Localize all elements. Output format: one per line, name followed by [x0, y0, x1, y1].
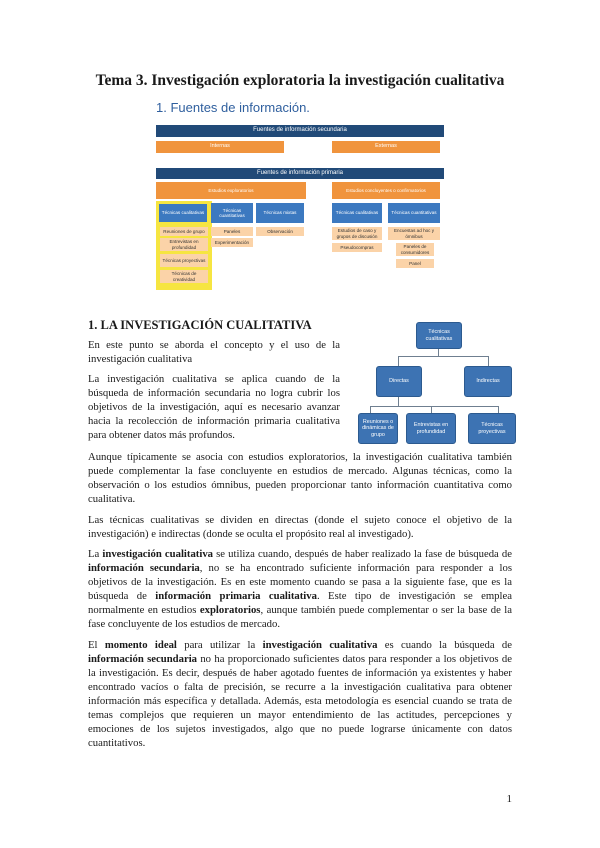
paragraph-complement: Aunque típicamente se asocia con estudios exploratorios, la investigación cualitativa también puede complementar la fase concluyente en estudios de mercado. Algunas técnicas, como la observación o los estudios ómnibus, pueden proporcionar tanto información cuantitativa como cualitativa. [88, 451, 512, 505]
conclusive-qualitative-box: Técnicas cualitativas [332, 203, 382, 223]
experimentation-box: Experimentación [211, 238, 253, 247]
primary-sources-bar: Fuentes de información primaria [156, 168, 444, 179]
external-sources-box: Externas [332, 141, 440, 153]
panel-box: Panel [396, 259, 434, 268]
surveys-box: Encuestas ad hoc y ómnibus [388, 227, 440, 240]
case-studies-box: Estudios de caso y grupos de discusión [332, 227, 382, 240]
page-number: 1 [506, 793, 512, 805]
direct-node: Directas [376, 366, 422, 397]
root-node: Técnicas cualitativas [416, 322, 462, 349]
paragraph-division: Las técnicas cualitativas se dividen en directas (donde el sujeto conoce el objetivo de la investigación) e indirectas (donde se oculta el propósito real al investigado). [88, 514, 512, 540]
paragraph-application: La investigación cualitativa se aplica cuando de la búsqueda de información secundaria no logra cubrir los objetivos de la investigación, aquí es necesario avanzar hacia la recolección de información primaria cualitativa para obtener datos más profundos. [88, 373, 340, 441]
depth-interviews-box: Entrevistas en profundidad [160, 238, 208, 251]
diagram-heading: 1. Fuentes de información. [156, 100, 310, 115]
section-heading: 1. LA INVESTIGACIÓN CUALITATIVA [88, 318, 312, 332]
conclusive-studies-box: Estudios concluyentes o confirmatorios [332, 182, 440, 199]
connector-line [398, 397, 399, 406]
connector-line [370, 406, 498, 407]
quantitative-techniques-box: Técnicas cuantitativas [211, 203, 253, 223]
page-title: Tema 3. Investigación exploratoria la investigación cualitativa [95, 72, 505, 89]
connector-line [398, 356, 399, 366]
connector-line [398, 356, 488, 357]
conclusive-quantitative-box: Técnicas cuantitativas [388, 203, 440, 223]
connector-line [488, 356, 489, 366]
observation-box: Observación [256, 227, 304, 236]
paragraph-intro: En este punto se aborda el concepto y el uso de la investigación cualitativa [88, 339, 340, 365]
internal-sources-box: Internas [156, 141, 284, 153]
mixed-techniques-box: Técnicas mixtas [256, 203, 304, 223]
connector-line [498, 406, 499, 413]
secondary-sources-bar: Fuentes de información secundaria [156, 125, 444, 137]
consumer-panels-box: Paneles de consumidores [396, 243, 434, 256]
qualitative-techniques-box: Técnicas cualitativas [158, 203, 208, 223]
connector-line [370, 406, 371, 413]
group-meetings-box: Reuniones de grupo [160, 227, 208, 236]
paragraph-usage: La investigación cualitativa se utiliza cuando, después de haber realizado la fase de búsqueda de información secundaria, no se ha encontrado suficiente información para responder a los objetivos de la investigación. Es en este momento cuando se pasa a la siguiente fase, que es la búsqueda de información primaria cualitativa. Este tipo de investigación se emplea normalmente en estudios exploratorios, aunque también puede complementar o ser la base de la fase concluyente de los estudios de mercado. [88, 548, 513, 630]
sources-diagram [156, 96, 444, 290]
depth-interviews-node: Entrevistas en profundidad [406, 413, 456, 444]
connector-line [431, 406, 432, 413]
exploratory-studies-box: Estudios exploratorios [156, 182, 306, 199]
qualitative-techniques-chart [358, 322, 522, 444]
paragraph-ideal-moment: El momento ideal para utilizar la investigación cualitativa es cuando la búsqueda de información secundaria no ha proporcionado suficientes datos para responder a los objetivos de la investigación. Es decir, después de haber agotado fuentes de información ya existentes y haber encontrado vacíos o falta de precisión, se recurre a la investigación cualitativa para obtener información más específica y detallada. Además, esta metodología es esencial cuando se trata de temas complejos que requieren un mayor entendimiento de las actitudes, percepciones y emociones de los sujetos investigados, algo que no puede lograrse únicamente con datos cuantitativos. [88, 639, 513, 749]
projective-node: Técnicas proyectivas [468, 413, 516, 444]
indirect-node: Indirectas [464, 366, 512, 397]
creativity-techniques-box: Técnicas de creatividad [160, 270, 208, 283]
group-dynamics-node: Reuniones o dinámicas de grupo [358, 413, 398, 444]
panels-box: Paneles [211, 227, 253, 236]
pseudo-purchases-box: Pseudocompras [332, 243, 382, 252]
projective-techniques-box: Técnicas proyectivas [160, 254, 208, 267]
connector-line [438, 349, 439, 356]
